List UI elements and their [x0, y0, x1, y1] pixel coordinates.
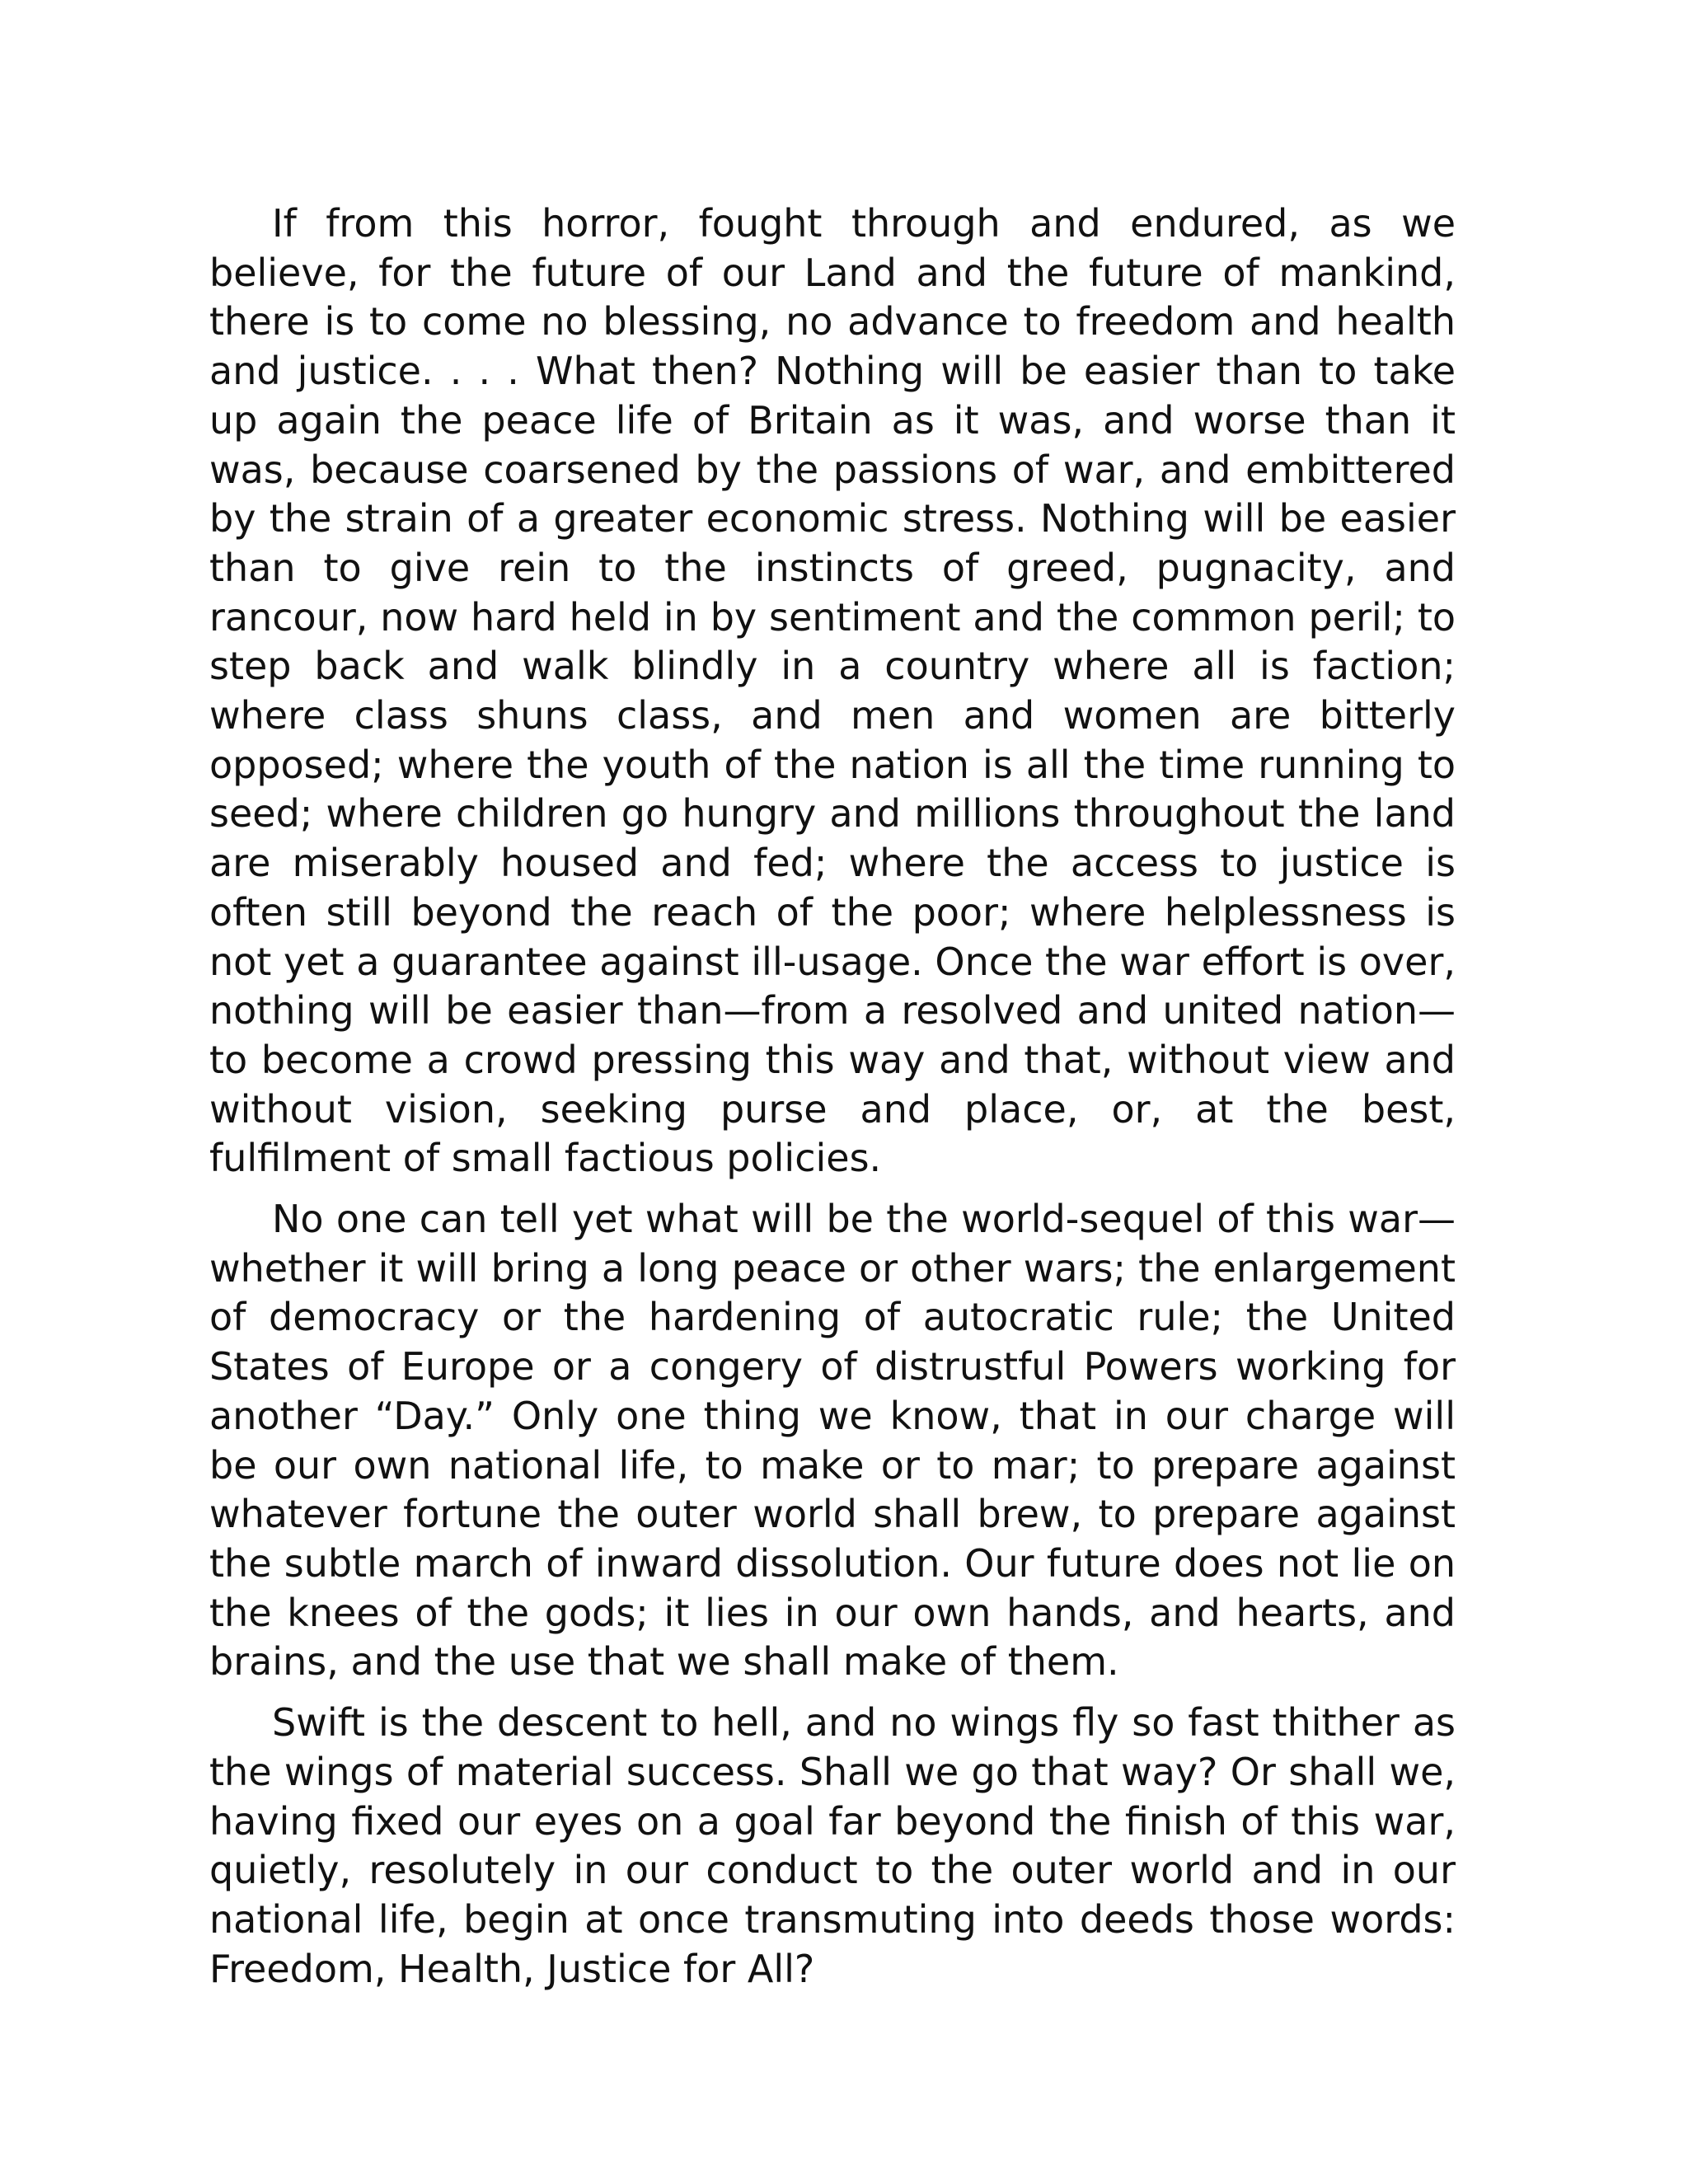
paragraph-1: If from this horror, fought through and endured, as we believe, for the future of our Land and the future of mankind, there is to come no blessing, no advance to freedom and health and justice. . . . What then? Nothing will be easier than to take up again the peace life of Britain as it was, and worse than it was, because coarsened by the passions of war, and embittered by the strain of a greater economic stress. Nothing will be easier than to give rein to the instincts of greed, pugnacity, and rancour, now hard held in by sentiment and the common peril; to step back and walk blindly in a country where all is faction; where class shuns class, and men and women are bitterly opposed; where the youth of the nation is all the time running to seed; where children go hungry and millions throughout the land are miserably housed and fed; where the access to justice is often still beyond the reach of the poor; where helplessness is not yet a guarantee against ill-usage. Once the war effort is over, nothing will be easier than—from a resolved and united nation—to become a crowd pressing this way and that, without view and without vision, seeking purse and place, or, at the best, fulfilment of small factious policies.	[209, 201, 1456, 1181]
body-text	[209, 199, 1456, 1994]
paragraph-2: No one can tell yet what will be the world-sequel of this war—whether it will bring a long peace or other wars; the enlargement of democracy or the hardening of autocratic rule; the United States of Europe or a congery of distrustful Powers working for another “Day.” Only one thing we know, that in our charge will be our own national life, to make or to mar; to prepare against whatever fortune the outer world shall brew, to prepare against the subtle march of inward dissolution. Our future does not lie on the knees of the gods; it lies in our own hands, and hearts, and brains, and the use that we shall make of them.	[209, 1197, 1456, 1685]
paragraph-3: Swift is the descent to hell, and no wings fly so fast thither as the wings of material success. Shall we go that way? Or shall we, having fixed our eyes on a goal far beyond the finish of this war, quietly, resolutely in our conduct to the outer world and in our national life, begin at once transmuting into deeds those words: Freedom, Health, Justice for All?	[209, 1700, 1456, 1991]
